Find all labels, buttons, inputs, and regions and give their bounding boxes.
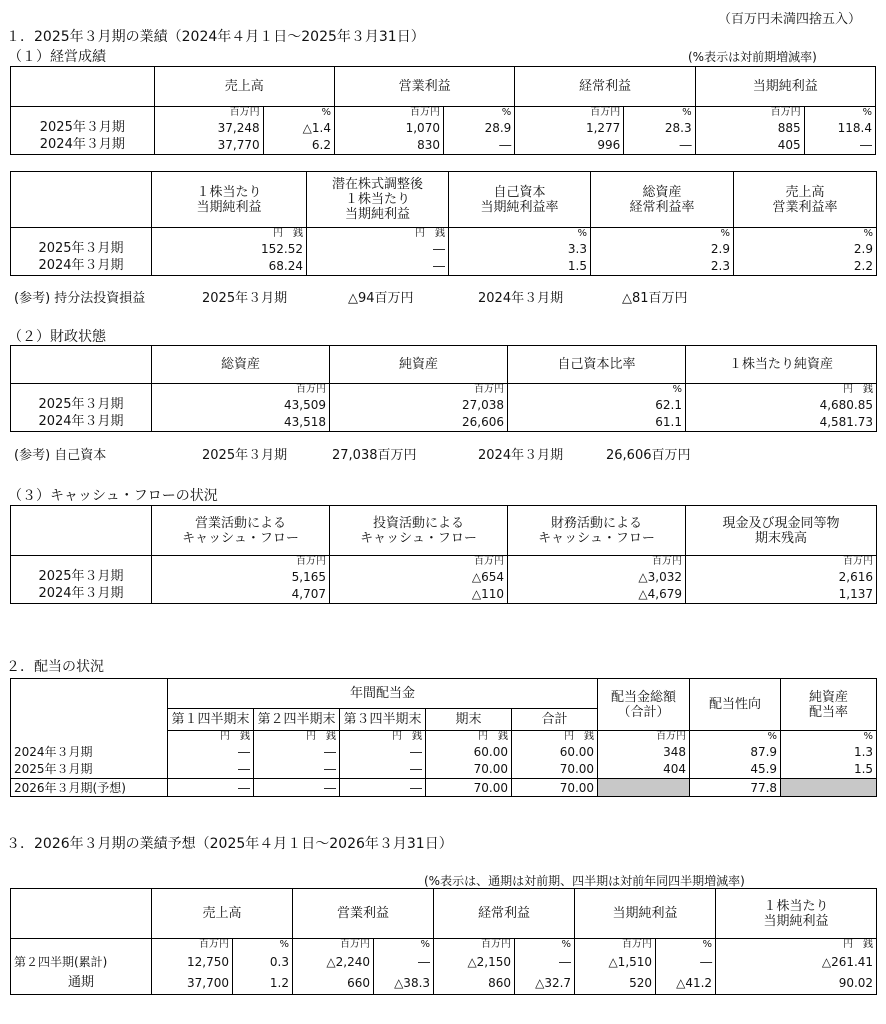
cell: 2,616 bbox=[686, 568, 877, 586]
cell: 152.52 bbox=[152, 240, 307, 258]
unit: 円 銭 bbox=[686, 384, 877, 396]
row-label: 2024年３月期 bbox=[11, 137, 155, 155]
hdr-net-income: 当期純利益 bbox=[575, 889, 716, 939]
hdr-ord-income: 経常利益 bbox=[434, 889, 575, 939]
corner bbox=[11, 679, 168, 709]
forecast-note: (%表示は、通期は対前期、四半期は対前年同四半期増減率) bbox=[424, 874, 745, 888]
unit: 百万円 bbox=[515, 107, 624, 119]
row-label: 第２四半期(累計) bbox=[11, 951, 152, 973]
hdr-roe: 自己資本 当期純利益率 bbox=[449, 172, 591, 228]
cell: 1,070 bbox=[334, 119, 443, 137]
hdr-payout-ratio: 配当性向 bbox=[690, 679, 781, 731]
corner bbox=[11, 709, 168, 731]
row-label: 2024年３月期 bbox=[11, 258, 152, 276]
ref-period-1: 2025年３月期 bbox=[202, 291, 288, 306]
unit: 百万円 bbox=[695, 107, 804, 119]
unit: 百万円 bbox=[686, 556, 877, 568]
unit: 円 銭 bbox=[307, 228, 449, 240]
cell: △110 bbox=[330, 586, 508, 604]
hdr-eps: １株当たり 当期純利益 bbox=[716, 889, 877, 939]
cell: ― bbox=[656, 951, 716, 973]
cell: 43,509 bbox=[152, 396, 330, 414]
hdr-q2-end: 第２四半期末 bbox=[254, 709, 340, 731]
cell: ― bbox=[168, 779, 254, 797]
cell: △2,150 bbox=[434, 951, 515, 973]
unit: 百万円 bbox=[598, 731, 690, 743]
row-label: 2024年３月期 bbox=[11, 414, 152, 432]
ref-value-2: △81百万円 bbox=[622, 291, 688, 306]
hdr-q1-end: 第１四半期末 bbox=[168, 709, 254, 731]
hdr-op-income: 営業利益 bbox=[334, 67, 514, 107]
hdr-cash-end: 現金及び現金同等物 期末残高 bbox=[686, 506, 877, 556]
unit-note: （百万円未満四捨五入） bbox=[718, 12, 862, 27]
row-label: 2024年３月期 bbox=[11, 586, 152, 604]
ref-period-2: 2024年３月期 bbox=[478, 291, 564, 306]
ref-value-2: 26,606百万円 bbox=[606, 448, 691, 463]
cell: 37,700 bbox=[152, 973, 233, 995]
unit: 円 銭 bbox=[716, 939, 877, 951]
unit: 百万円 bbox=[508, 556, 686, 568]
cell: 70.00 bbox=[512, 761, 598, 779]
hdr-net-income: 当期純利益 bbox=[695, 67, 875, 107]
cell: 1,277 bbox=[515, 119, 624, 137]
unit: % bbox=[508, 384, 686, 396]
cell: 4,707 bbox=[152, 586, 330, 604]
unit: 百万円 bbox=[330, 556, 508, 568]
cell-shaded bbox=[781, 779, 877, 797]
cell: △4,679 bbox=[508, 586, 686, 604]
cell: △41.2 bbox=[656, 973, 716, 995]
row-label: 2025年３月期 bbox=[11, 119, 155, 137]
cell: 2.2 bbox=[734, 258, 877, 276]
unit: 百万円 bbox=[154, 107, 263, 119]
hdr-sales: 売上高 bbox=[152, 889, 293, 939]
unit: 円 銭 bbox=[254, 731, 340, 743]
forecast-table bbox=[10, 888, 877, 995]
unit: 百万円 bbox=[330, 384, 508, 396]
row-label: 通期 bbox=[11, 973, 152, 995]
cell: 12,750 bbox=[152, 951, 233, 973]
section1-title: １．2025年３月期の業績（2024年４月１日～2025年３月31日） bbox=[6, 29, 425, 45]
cell: 4,680.85 bbox=[686, 396, 877, 414]
ref-value-1: 27,038百万円 bbox=[332, 448, 417, 463]
unit: % bbox=[515, 939, 575, 951]
unit: 円 銭 bbox=[168, 731, 254, 743]
hdr-annual-dividend: 年間配当金 bbox=[168, 679, 598, 709]
cell: 6.2 bbox=[263, 137, 334, 155]
hdr-bps: １株当たり純資産 bbox=[686, 346, 877, 384]
corner bbox=[11, 889, 152, 939]
ref-period-2: 2024年３月期 bbox=[478, 448, 564, 463]
row-label: 2026年３月期(予想) bbox=[11, 779, 168, 797]
cell: 1.2 bbox=[233, 973, 293, 995]
unit: % bbox=[734, 228, 877, 240]
cell: 28.9 bbox=[443, 119, 514, 137]
hdr-operating-cf: 営業活動による キャッシュ・フロー bbox=[152, 506, 330, 556]
dividend-table bbox=[10, 678, 877, 797]
cell: 118.4 bbox=[804, 119, 875, 137]
financial-position-table bbox=[10, 345, 877, 432]
cell: ― bbox=[515, 951, 575, 973]
cell: 348 bbox=[598, 743, 690, 761]
cell: 62.1 bbox=[508, 396, 686, 414]
cell: △1.4 bbox=[263, 119, 334, 137]
ref-equity-label: (参考) 自己資本 bbox=[14, 448, 107, 463]
unit: % bbox=[624, 107, 695, 119]
cell: ― bbox=[168, 743, 254, 761]
hdr-financing-cf: 財務活動による キャッシュ・フロー bbox=[508, 506, 686, 556]
cell: 1.3 bbox=[781, 743, 877, 761]
ref-period-1: 2025年３月期 bbox=[202, 448, 288, 463]
cell: 2.9 bbox=[591, 240, 734, 258]
hdr-net-assets: 純資産 bbox=[330, 346, 508, 384]
results-table bbox=[10, 66, 876, 155]
cell: 70.00 bbox=[426, 761, 512, 779]
unit-label bbox=[11, 731, 168, 743]
corner bbox=[11, 346, 152, 384]
cell: ― bbox=[340, 761, 426, 779]
unit: 円 銭 bbox=[512, 731, 598, 743]
cell: 660 bbox=[293, 973, 374, 995]
ref-value-1: △94百万円 bbox=[348, 291, 414, 306]
cell: ― bbox=[340, 743, 426, 761]
unit: 百万円 bbox=[152, 556, 330, 568]
ref-equity-method-label: (参考) 持分法投資損益 bbox=[14, 291, 146, 306]
cell: 2.3 bbox=[591, 258, 734, 276]
unit: 円 銭 bbox=[152, 228, 307, 240]
cell: △261.41 bbox=[716, 951, 877, 973]
unit: 百万円 bbox=[334, 107, 443, 119]
cell: 1.5 bbox=[449, 258, 591, 276]
row-label: 2024年３月期 bbox=[11, 743, 168, 761]
corner bbox=[11, 67, 155, 107]
unit: 百万円 bbox=[152, 384, 330, 396]
cell: ― bbox=[254, 761, 340, 779]
unit: 百万円 bbox=[293, 939, 374, 951]
unit: % bbox=[690, 731, 781, 743]
cash-flow-table bbox=[10, 505, 877, 604]
corner bbox=[11, 172, 152, 228]
unit: 百万円 bbox=[575, 939, 656, 951]
unit-label bbox=[11, 228, 152, 240]
cell: ― bbox=[254, 743, 340, 761]
cell: 70.00 bbox=[426, 779, 512, 797]
cell: 90.02 bbox=[716, 973, 877, 995]
unit-label bbox=[11, 384, 152, 396]
cell: 77.8 bbox=[690, 779, 781, 797]
hdr-investing-cf: 投資活動による キャッシュ・フロー bbox=[330, 506, 508, 556]
cell: 404 bbox=[598, 761, 690, 779]
cell: 5,165 bbox=[152, 568, 330, 586]
cell: ― bbox=[374, 951, 434, 973]
cell: 60.00 bbox=[426, 743, 512, 761]
unit-label bbox=[11, 107, 155, 119]
cell: 70.00 bbox=[512, 779, 598, 797]
corner bbox=[11, 506, 152, 556]
cell: ― bbox=[624, 137, 695, 155]
cell: 405 bbox=[695, 137, 804, 155]
cell: 520 bbox=[575, 973, 656, 995]
cell: 4,581.73 bbox=[686, 414, 877, 432]
unit-label bbox=[11, 939, 152, 951]
cell: △3,032 bbox=[508, 568, 686, 586]
hdr-equity-ratio: 自己資本比率 bbox=[508, 346, 686, 384]
unit: % bbox=[781, 731, 877, 743]
forecast-title: ３．2026年３月期の業績予想（2025年４月１日～2026年３月31日） bbox=[6, 836, 453, 852]
unit: 円 銭 bbox=[426, 731, 512, 743]
cell-shaded bbox=[598, 779, 690, 797]
cell: ― bbox=[254, 779, 340, 797]
unit: 百万円 bbox=[434, 939, 515, 951]
row-label: 2025年３月期 bbox=[11, 568, 152, 586]
cell: 61.1 bbox=[508, 414, 686, 432]
unit: 百万円 bbox=[152, 939, 233, 951]
per-share-table bbox=[10, 171, 877, 276]
section2-sub: （２）財政状態 bbox=[8, 329, 106, 345]
hdr-ord-income: 経常利益 bbox=[515, 67, 695, 107]
cell: ― bbox=[307, 258, 449, 276]
cell: 1,137 bbox=[686, 586, 877, 604]
cell: 885 bbox=[695, 119, 804, 137]
cell: ― bbox=[168, 761, 254, 779]
cell: ― bbox=[340, 779, 426, 797]
row-label: 2025年３月期 bbox=[11, 761, 168, 779]
section3-sub: （３）キャッシュ・フローの状況 bbox=[8, 488, 218, 504]
unit: % bbox=[443, 107, 514, 119]
hdr-diluted-eps: 潜在株式調整後 １株当たり 当期純利益 bbox=[307, 172, 449, 228]
cell: △32.7 bbox=[515, 973, 575, 995]
cell: 37,770 bbox=[154, 137, 263, 155]
cell: 27,038 bbox=[330, 396, 508, 414]
hdr-eps: １株当たり 当期純利益 bbox=[152, 172, 307, 228]
row-label: 2025年３月期 bbox=[11, 240, 152, 258]
section1-sub: （１）経営成績 bbox=[8, 49, 106, 65]
unit: % bbox=[804, 107, 875, 119]
unit: 円 銭 bbox=[340, 731, 426, 743]
unit: % bbox=[233, 939, 293, 951]
unit: % bbox=[591, 228, 734, 240]
row-label: 2025年３月期 bbox=[11, 396, 152, 414]
hdr-roa: 総資産 経常利益率 bbox=[591, 172, 734, 228]
hdr-total-assets: 総資産 bbox=[152, 346, 330, 384]
cell: 68.24 bbox=[152, 258, 307, 276]
unit: % bbox=[263, 107, 334, 119]
unit-label bbox=[11, 556, 152, 568]
cell: 0.3 bbox=[233, 951, 293, 973]
cell: 87.9 bbox=[690, 743, 781, 761]
hdr-total-dividend: 配当金総額 （合計） bbox=[598, 679, 690, 731]
cell: 43,518 bbox=[152, 414, 330, 432]
cell: 2.9 bbox=[734, 240, 877, 258]
cell: 26,606 bbox=[330, 414, 508, 432]
hdr-year-end: 期末 bbox=[426, 709, 512, 731]
pct-note: (%表示は対前期増減率) bbox=[688, 50, 817, 64]
hdr-total: 合計 bbox=[512, 709, 598, 731]
cell: 28.3 bbox=[624, 119, 695, 137]
cell: 45.9 bbox=[690, 761, 781, 779]
cell: 996 bbox=[515, 137, 624, 155]
cell: 3.3 bbox=[449, 240, 591, 258]
cell: △1,510 bbox=[575, 951, 656, 973]
cell: 830 bbox=[334, 137, 443, 155]
unit: % bbox=[374, 939, 434, 951]
hdr-op-income: 営業利益 bbox=[293, 889, 434, 939]
hdr-sales: 売上高 bbox=[154, 67, 334, 107]
cell: △38.3 bbox=[374, 973, 434, 995]
cell: 860 bbox=[434, 973, 515, 995]
cell: △2,240 bbox=[293, 951, 374, 973]
hdr-op-margin: 売上高 営業利益率 bbox=[734, 172, 877, 228]
hdr-doe: 純資産 配当率 bbox=[781, 679, 877, 731]
cell: ― bbox=[307, 240, 449, 258]
cell: ― bbox=[804, 137, 875, 155]
unit: % bbox=[656, 939, 716, 951]
cell: ― bbox=[443, 137, 514, 155]
cell: 37,248 bbox=[154, 119, 263, 137]
dividend-title: ２．配当の状況 bbox=[6, 659, 104, 675]
hdr-q3-end: 第３四半期末 bbox=[340, 709, 426, 731]
cell: △654 bbox=[330, 568, 508, 586]
cell: 1.5 bbox=[781, 761, 877, 779]
cell: 60.00 bbox=[512, 743, 598, 761]
unit: % bbox=[449, 228, 591, 240]
